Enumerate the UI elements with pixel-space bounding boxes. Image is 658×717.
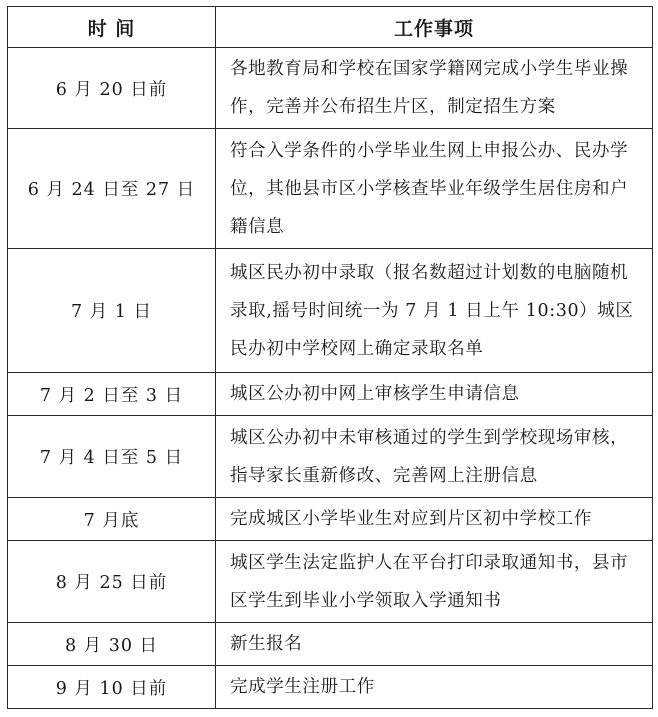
table-row xyxy=(8,416,653,498)
row-task: 新生报名 xyxy=(216,623,653,666)
row-task: 完成学生注册工作 xyxy=(216,666,653,709)
row-task: 完成城区小学毕业生对应到片区初中学校工作 xyxy=(216,498,653,541)
table-row xyxy=(8,623,653,666)
table-row xyxy=(8,373,653,416)
row-task: 城区公办初中未审核通过的学生到学校现场审核，指导家长重新修改、完善网上注册信息 xyxy=(216,416,653,498)
header-time: 时 间 xyxy=(8,7,216,48)
table-row xyxy=(8,498,653,541)
table-row xyxy=(8,129,653,249)
row-time: 6 月 24 日至 27 日 xyxy=(8,129,216,249)
row-time: 7 月 1 日 xyxy=(8,249,216,373)
row-time: 8 月 30 日 xyxy=(8,623,216,666)
row-time: 7 月 4 日至 5 日 xyxy=(8,416,216,498)
row-task: 城区民办初中录取（报名数超过计划数的电脑随机录取,摇号时间统一为 7 月 1 日上午 10:30）城区民办初中学校网上确定录取名单 xyxy=(216,249,653,373)
row-task: 城区公办初中网上审核学生申请信息 xyxy=(216,373,653,416)
schedule-table xyxy=(7,6,653,709)
row-time: 7 月 2 日至 3 日 xyxy=(8,373,216,416)
table-header-row xyxy=(8,7,653,48)
row-task: 城区学生法定监护人在平台打印录取通知书，县市区学生到毕业小学领取入学通知书 xyxy=(216,541,653,623)
row-time: 9 月 10 日前 xyxy=(8,666,216,709)
row-time: 7 月底 xyxy=(8,498,216,541)
row-time: 6 月 20 日前 xyxy=(8,48,216,129)
row-task: 符合入学条件的小学毕业生网上申报公办、民办学位，其他县市区小学核查毕业年级学生居住房和户籍信息 xyxy=(216,129,653,249)
table-row xyxy=(8,541,653,623)
header-task: 工作事项 xyxy=(216,7,653,48)
table-row xyxy=(8,666,653,709)
table-row xyxy=(8,48,653,129)
row-task: 各地教育局和学校在国家学籍网完成小学生毕业操作，完善并公布招生片区，制定招生方案 xyxy=(216,48,653,129)
table-row xyxy=(8,249,653,373)
row-time: 8 月 25 日前 xyxy=(8,541,216,623)
